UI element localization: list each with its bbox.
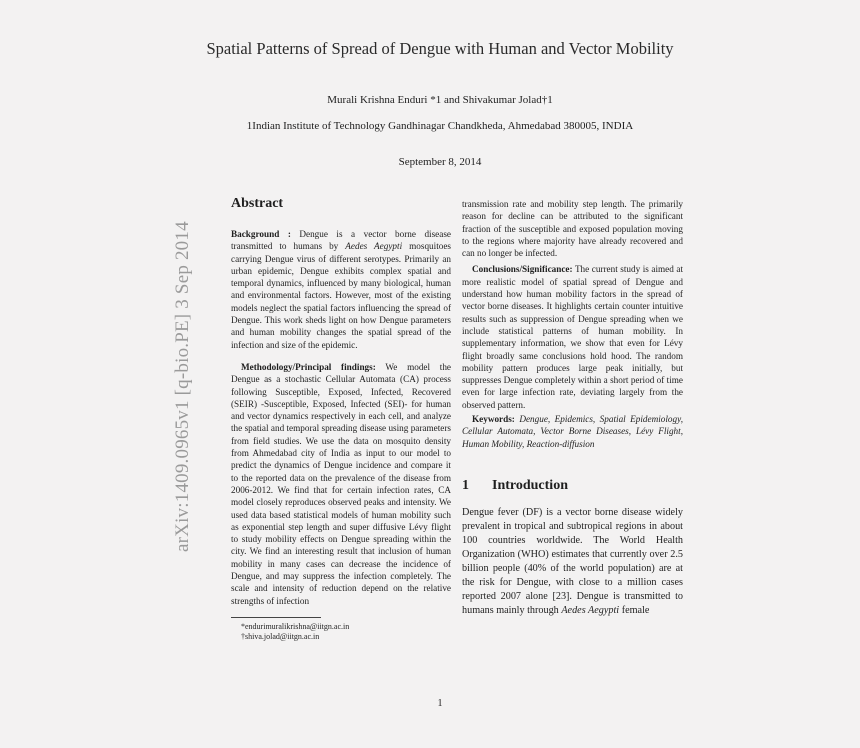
keywords-text: Dengue, Epidemics, Spatial Epidemiology, Cellular Automata, Vector Borne Diseases, Lévy Flight, Human Mobility, Reaction-diffusion [462,414,683,449]
conclusions-text: The current study is aimed at more realistic model of spatial spread of Dengue and understand how human mobility factors in the spread of vector borne diseases. It highlights certain counter intuitive results such as suppression of Dengue spreading when we include statistical patterns of human mobility. In supplementary information, we show that even for Lévy flight broadly same conclusions hold hood. The random mobility pattern produces large peak initially, but suppresses Dengue completely within a short period of time even for large infection rate, deviating largely from the observed pattern. [462,264,683,410]
footnote-1: *endurimuralikrishna@iitgn.ac.in [241,621,350,631]
introduction-paragraph [462,506,683,618]
methodology-continued: transmission rate and mobility step length. The primarily reason for decline can be attributed to the significant fraction of the susceptible and exposed population moving to the regions where majority have already recovered and can no longer be infected. [462,199,683,259]
intro-species: Aedes Aegypti [561,604,620,616]
intro-text-1: Dengue fever (DF) is a vector borne disease widely prevalent in tropical and subtropical regions in about 100 countries worldwide. The World Health Organization (WHO) estimates that currently over 2.5 billion people (40% of the world population) are at the risk for Dengue, with close to a million cases reported 2007 alone [23]. Dengue is transmitted to humans mainly through [462,506,683,616]
methodology-text: We model the Dengue as a stochastic Cellular Automata (CA) process following Susceptible, Exposed, Infected, Recovered (SEIR) -Susceptible, Exposed, Infected (SEI)- for human and vector dynamics respectively in each cell, and analyze the spatial and temporal spreading disease using parameters from field studies. We use the data on mosquito density from Ahmedabad city of India as input to our model to predict the dynamics of Dengue incidence and compare it to the reported data on the prevalence of the disease from 2006-2012. We find that for certain infection rates, CA model closely reproduces observed peaks and intensity. We used data based statistical models of human mobility such as exponential step length and super diffusive Lévy flight to study mobility effects on Dengue spreading within the city. We find an interesting result that inclusion of human mobility in many cases can decrease the incidence of Dengue, and may suppress the infection completely. The scale and intensity of reduction depend on the relative strengths of infection [231,361,451,606]
methodology-label: Methodology/Principal findings: [241,361,376,372]
background-species: Aedes Aegypti [345,241,403,252]
conclusions-label: Conclusions/Significance: [472,264,573,275]
abstract-heading: Abstract [231,196,284,211]
paper-title: Spatial Patterns of Spread of Dengue with Human and Vector Mobility [206,39,674,58]
intro-text-2: female [619,604,650,616]
section-heading-introduction [462,478,683,494]
affiliation: 1Indian Institute of Technology Gandhinagar Chandkheda, Ahmedabad 380005, INDIA [246,120,634,132]
abstract-background [231,228,451,351]
abstract-keywords [462,413,683,450]
page-number: 1 [437,698,443,709]
arxiv-stamp [172,200,196,560]
footnote-rule [231,617,321,618]
background-text-2: mosquitoes carrying Dengue virus of different serotypes. Primarily an urban epidemic, Dengue exhibits complex spatial and temporal dynamics, influenced by many biological, human and environmental factors. However, most of the existing models neglect the spatial factors influencing the spread of Dengue. This work sheds light on how Dengue parameters and human mobility changes the spatial spread of the infection and size of the epidemic. [231,241,451,350]
keywords-label: Keywords: [472,414,515,425]
abstract-methodology [231,361,451,607]
left-column [231,196,451,642]
background-text-1: Dengue is a vector borne disease transmitted to humans by [231,229,451,252]
section-title: Introduction [492,477,568,493]
abstract-conclusions [462,263,683,411]
right-column [462,198,683,618]
background-label: Background : [231,229,291,239]
arxiv-stamp-text: arXiv:1409.0965v1 [q-bio.PE] 3 Sep 2014 [172,221,193,552]
paper-date: September 8, 2014 [398,156,482,168]
section-number: 1 [462,477,469,493]
author-list: Murali Krishna Enduri *1 and Shivakumar Jolad†1 [327,94,553,106]
footnote-2: †shiva.jolad@iitgn.ac.in [241,631,320,641]
